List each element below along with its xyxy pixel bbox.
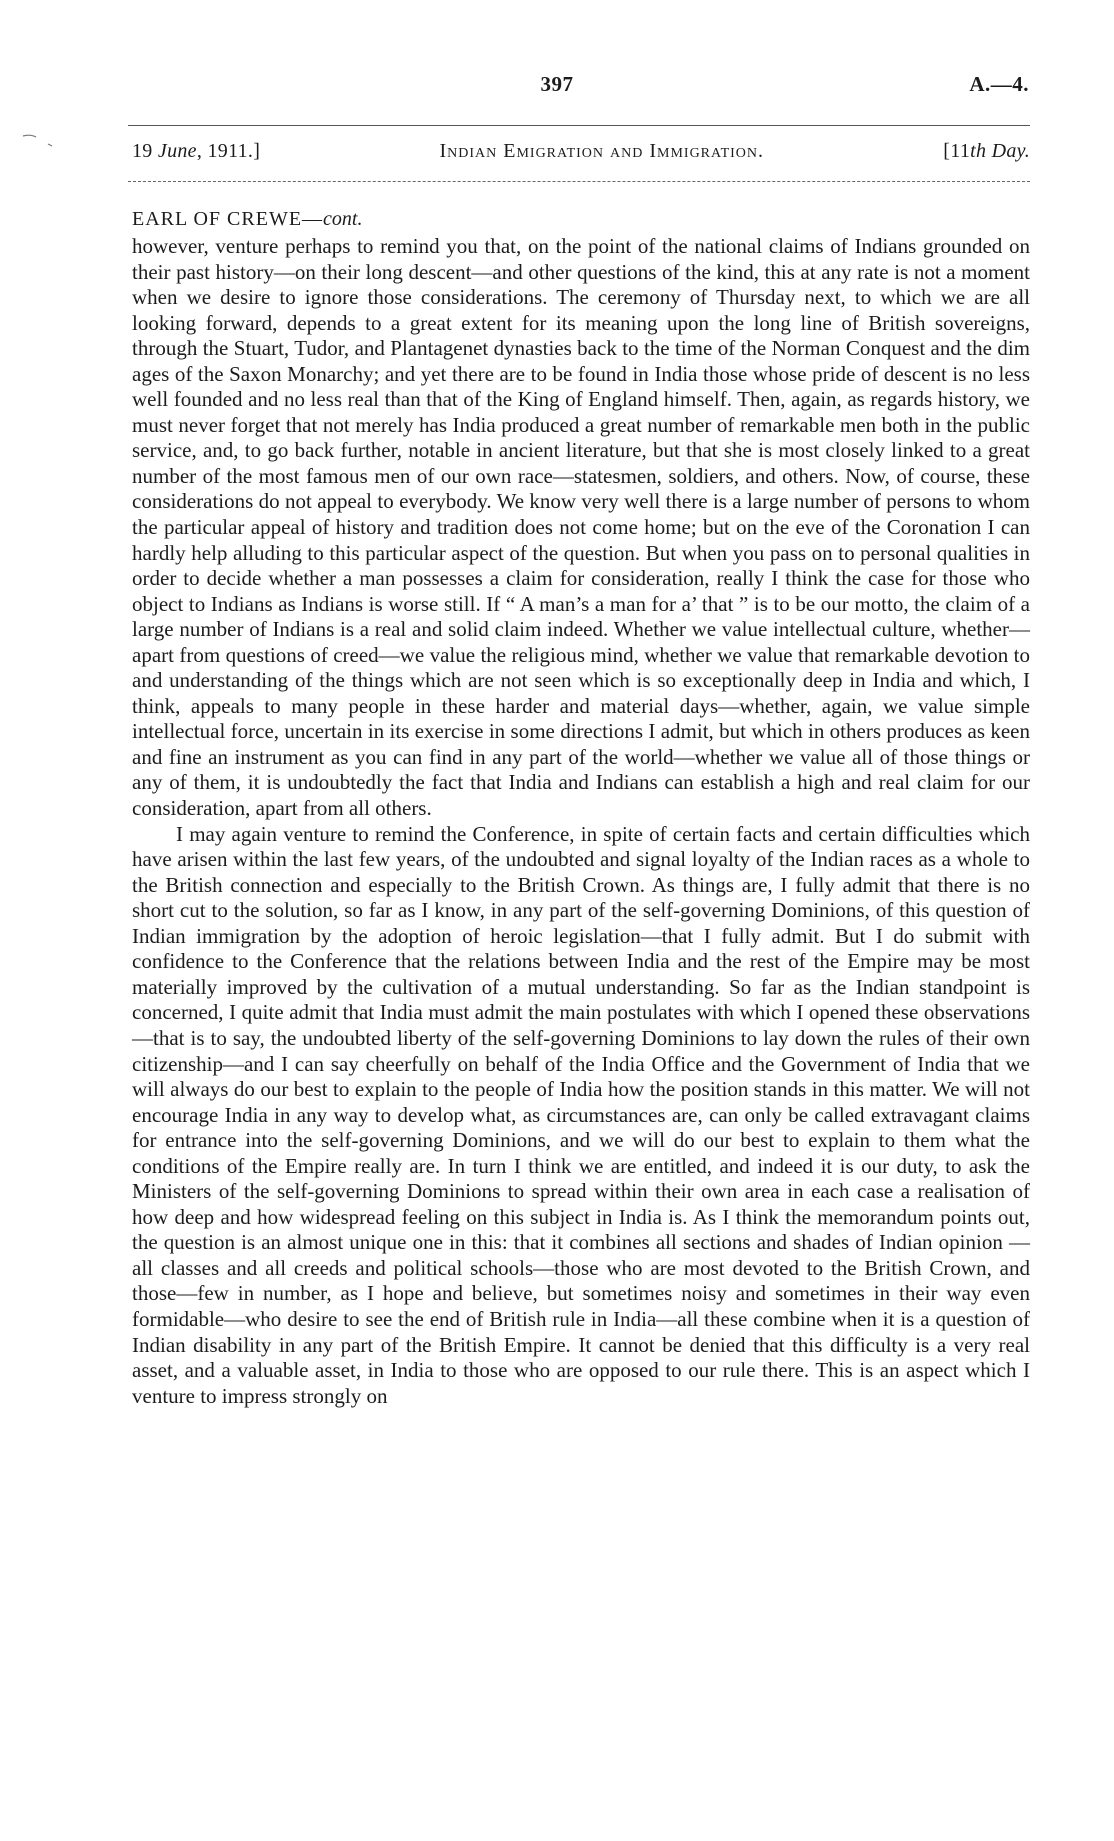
date-year: , 1911.] bbox=[196, 140, 261, 162]
date-day-number: 19 bbox=[132, 140, 158, 162]
page-number: 397 bbox=[540, 72, 574, 96]
paragraph: I may again venture to remind the Conference, in spite of certain facts and certain difficulties which have arisen within the last few years, of the undoubted and signal loyalty of the Indian races as a whole to the British connection and especially to the British Crown. As things are, I fully admit that there is no short cut to the solution, so far as I know, in any part of the self-governing Dominions, of this question of Indian immigration by the adoption of heroic legislation—that I fully admit. But I do submit with confidence to the Conference that the relations between India and the rest of the Empire may be most materially improved by the cultivation of a mutual understanding. So far as the Indian standpoint is concerned, I quite admit that India must admit the main postulates with which I opened these observations—that is to say, the undoubted liberty of the self-governing Dominions to lay down the rules of their own citizenship—and I can say cheerfully on behalf of the India Office and the Government of India that we will always do our best to explain to the people of India how the position stands in this matter. We will not encourage India in any way to develop what, as circumstances are, can only be called extravagant claims for entrance into the self-governing Dominions, and we will do our best to explain to them what the conditions of the Empire really are. In turn I think we are entitled, and indeed it is our duty, to ask the Ministers of the self-governing Dominions to spread within their own area in each case a realisation of how deep and how widespread feeling on this subject in India is. As I think the memorandum points out, the question is an almost unique one in this: that it combines all sections and shades of Indian opinion —all classes and all creeds and political schools—those who are most devoted to the British Crown, and those—few in number, as I hope and believe, but sometimes noisy and sometimes in their way even formidable—who desire to see the end of British rule in India—all these combine when it is a question of Indian disability in any part of the British Empire. It cannot be denied that this difficulty is a very real asset, and a valuable asset, in India to those who are opposed to our rule there. This is an aspect which I venture to impress strongly on bbox=[132, 821, 1030, 1408]
day-ordinal: th Day. bbox=[970, 140, 1030, 162]
paragraph: however, venture perhaps to remind you that, on the point of the national claims of Indians grounded on their past history—on their long descent—and other questions of the kind, this at any rate is not a moment when we desire to ignore those considerations. The ceremony of Thursday next, to which we are all looking forward, depends to a great extent for its meaning upon the long line of British sovereigns, through the Stuart, Tudor, and Plantagenet dynasties back to the time of the Norman Conquest and the dim ages of the Saxon Monarchy; and yet there are to be found in India those whose pride of descent is no less well founded and no less real than that of the King of England himself. Then, again, as regards history, we must never forget that not merely has India produced a great number of remarkable men both in the public service, and, to go back further, notable in ancient literature, but that she is most closely linked to a great number of the most famous men of our own race—statesmen, soldiers, and others. Now, of course, these considerations do not appeal to everybody. We know very well there is a large number of persons to whom the particular appeal of history and tradition does not come home; but on the eve of the Coronation I can hardly help alluding to this particular aspect of the question. But when you pass on to personal qualities in order to decide whether a man possesses a claim for consideration, really I think the case for those who object to Indians as Indians is worse still. If “ A man’s a man for a’ that ” is to be our motto, the claim of a large number of Indians is a real and solid claim indeed. Whether we value intellectual culture, whether—apart from questions of creed—we value the religious mind, whether we value that remarkable devotion to and understanding of the things which are not seen which is so exceptionally deep in India and which, I think, appeals to many people in these harder and material days—whether, again, we value simple intellectual force, uncertain in its exercise in some directions I admit, but which in others produces as keen and fine an instrument as you can find in any part of the world—whether we value all of those things or any of them, it is undoubtedly the fact that India and Indians can establish a high and real claim for our consideration, apart from all others. bbox=[132, 234, 1030, 821]
margin-tick-icon bbox=[22, 132, 54, 150]
paper-reference: A.—4. bbox=[969, 72, 1029, 96]
running-head bbox=[132, 140, 1030, 163]
date-month: June bbox=[157, 140, 197, 162]
running-head-date bbox=[132, 140, 260, 163]
speaker-heading bbox=[132, 208, 362, 231]
speaker-name: EARL OF CREWE— bbox=[132, 208, 324, 230]
header-rule-bottom bbox=[128, 181, 1030, 182]
header-rule-top bbox=[128, 125, 1030, 126]
body-text bbox=[132, 234, 1030, 1409]
speaker-continued: cont. bbox=[323, 208, 363, 230]
running-head-title: Indian Emigration and Immigration. bbox=[439, 140, 765, 162]
running-head-day: [11th Day. bbox=[943, 140, 1030, 162]
